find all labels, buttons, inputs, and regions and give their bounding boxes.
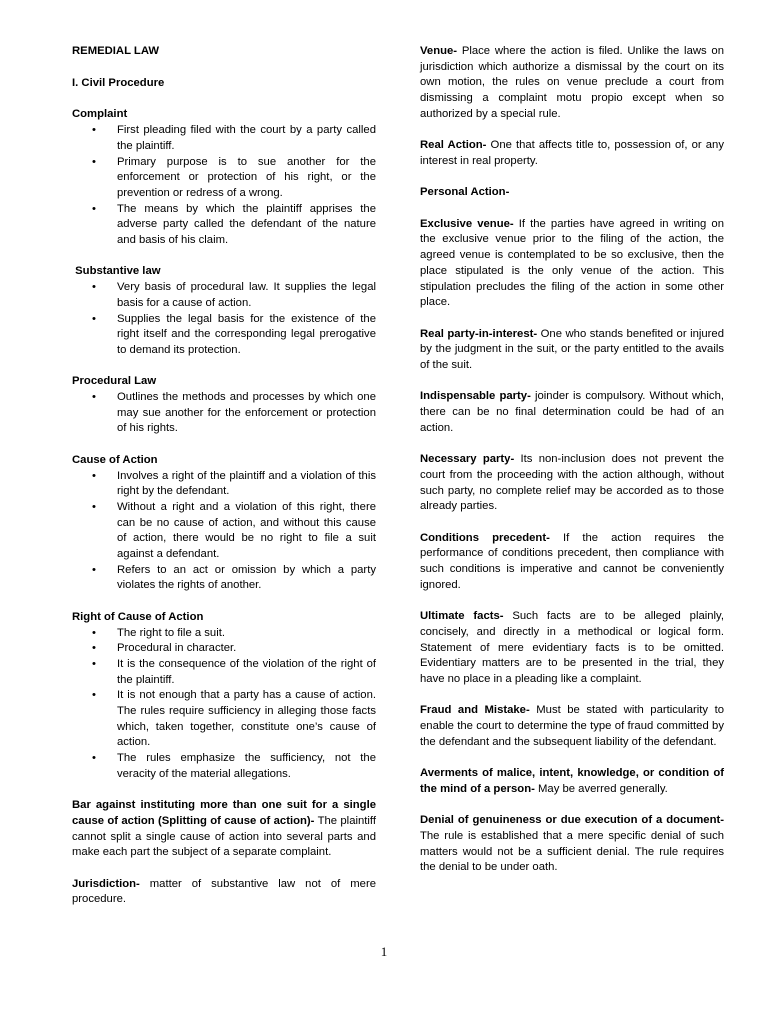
definition-necessary-party <box>420 452 724 515</box>
list-item: • Refers to an act or omission by which a party violates the rights of another. <box>72 563 376 594</box>
term: Conditions precedent- <box>420 531 550 544</box>
definition-venue <box>420 44 724 123</box>
list-item: • First pleading filed with the court by a party called the plaintiff. <box>72 123 376 154</box>
definition-text: The plaintiff cannot split a single cause of action into several parts and make each part the subject of a separate complaint. <box>72 814 376 859</box>
definition-text: May be averred generally. <box>534 782 668 795</box>
definition-text: If the action requires the performance of conditions precedent, then compliance with such conditions is imperative and cannot be conveniently ignored. <box>420 531 724 591</box>
term: Necessary party- <box>420 453 515 466</box>
list-item: • The right to file a suit. <box>72 626 376 642</box>
definition-indispensable-party <box>420 389 724 436</box>
bullet-list <box>72 280 376 359</box>
definition-text: joinder is compulsory. Without which, there can be no final determination could be had of an action. <box>420 390 724 434</box>
definition-text: One that affects title to, possession of, or any interest in real property. <box>420 139 724 167</box>
term: Denial of genuineness or due execution of a document- <box>420 814 724 827</box>
section-heading: Substantive law <box>72 265 161 278</box>
list-item: • Supplies the legal basis for the existence of the right itself and the corresponding legal prerogative to demand its protection. <box>72 312 376 359</box>
definition-personal-action <box>420 185 724 201</box>
list-item: • The rules emphasize the sufficiency, not the veracity of the material allegations. <box>72 751 376 782</box>
term: Bar against instituting more than one suit for a single cause of action (Splitting of cause of action)- <box>72 799 376 827</box>
definition-jurisdiction <box>72 877 376 908</box>
page-number: 1 <box>380 944 388 959</box>
section-heading: Right of Cause of Action <box>72 610 204 623</box>
definition-ultimate-facts <box>420 609 724 688</box>
term: Real party-in-interest- <box>420 327 538 340</box>
definition-averments <box>420 766 724 797</box>
definition-splitting-cause <box>72 798 376 861</box>
document-title: REMEDIAL LAW <box>72 45 160 57</box>
definition-text: The rule is established that a mere specific denial of such matters would not be a sufficient denial. The rule requires the denial to be under oath. <box>420 829 724 874</box>
definition-text: matter of substantive law not of mere procedure. <box>72 877 376 906</box>
section-cause-of-action <box>72 453 376 594</box>
section-right-of-cause-of-action <box>72 610 376 783</box>
definition-text: Must be stated with particularity to enable the court to determine the type of fraud committed by the defendant and the subsequent liability of the defendant. <box>420 704 724 748</box>
list-item: • It is the consequence of the violation of the right of the plaintiff. <box>72 657 376 688</box>
term: Real Action- <box>420 139 487 152</box>
definition-fraud-and-mistake <box>420 703 724 750</box>
definition-real-party <box>420 327 724 374</box>
definition-text: If the parties have agreed in writing on the exclusive venue prior to the filing of the action, the agreed venue is contemplated to be so exclusive, then the place stipulated is the only venue of the action. This stipulation precludes the filing of the action in some other place. <box>420 217 724 309</box>
bullet-list <box>72 626 376 783</box>
list-item: • It is not enough that a party has a cause of action. The rules require sufficiency in alleging those facts which, taken together, constitute one’s cause of action. <box>72 688 376 751</box>
section-heading: Procedural Law <box>72 375 157 388</box>
definition-denial-genuineness <box>420 813 724 876</box>
term: Averments of malice, intent, knowledge, or condition of the mind of a person- <box>420 767 724 795</box>
bullet-list <box>72 123 376 249</box>
section-heading: Cause of Action <box>72 453 158 466</box>
definition-text: One who stands benefited or injured by the judgment in the suit, or the party entitled to the avails of the suit. <box>420 327 724 371</box>
list-item: • Outlines the methods and processes by which one may sue another for the enforcement or protection of his rights. <box>72 390 376 437</box>
left-column <box>72 44 376 924</box>
list-item: • Procedural in character. <box>72 641 376 657</box>
section-heading: Complaint <box>72 108 128 121</box>
term: Exclusive venue- <box>420 217 514 230</box>
definition-conditions-precedent <box>420 531 724 594</box>
list-item: • Very basis of procedural law. It supplies the legal basis for a cause of action. <box>72 280 376 311</box>
section-substantive-law <box>72 264 376 358</box>
definition-real-action <box>420 138 724 169</box>
term: Fraud and Mistake- <box>420 704 530 717</box>
term: Indispensable party- <box>420 390 531 403</box>
definition-text: Such facts are to be alleged plainly, concisely, and directly in a methodical or logical form. Statement of mere evidentiary facts is to be omitted. Evidentiary matters are to be presented in the trial, they have no place in a pleading like a complaint. <box>420 610 724 685</box>
section-procedural-law <box>72 374 376 437</box>
list-item: • Primary purpose is to sue another for the enforcement or protection of his right, or the prevention or redress of a wrong. <box>72 155 376 202</box>
term: Personal Action- <box>420 186 510 199</box>
bullet-list <box>72 469 376 595</box>
definition-exclusive-venue <box>420 217 724 311</box>
section-title: I. Civil Procedure <box>72 76 165 89</box>
bullet-list <box>72 390 376 437</box>
list-item: • Involves a right of the plaintiff and a violation of this right by the defendant. <box>72 469 376 500</box>
term: Ultimate facts- <box>420 610 504 623</box>
section-complaint <box>72 107 376 248</box>
definition-text: Place where the action is filed. Unlike the laws on jurisdiction which authorize a dismissal by the court on its own motion, the rules on venue preclude a court from dismissing a complaint motu propio except when so authorized by a special rule. <box>420 45 724 120</box>
right-column <box>420 44 724 892</box>
term: Jurisdiction- <box>72 877 140 890</box>
list-item: • Without a right and a violation of this right, there can be no cause of action, and without this cause of action, there would be no right to file a suit against a defendant. <box>72 500 376 563</box>
list-item: • The means by which the plaintiff apprises the adverse party called the defendant of the nature and basis of his claim. <box>72 202 376 249</box>
term: Venue- <box>420 45 458 57</box>
definition-text: Its non-inclusion does not prevent the court from the proceeding with the action although, without such party, no complete relief may be accorded as to those already parties. <box>420 453 725 513</box>
